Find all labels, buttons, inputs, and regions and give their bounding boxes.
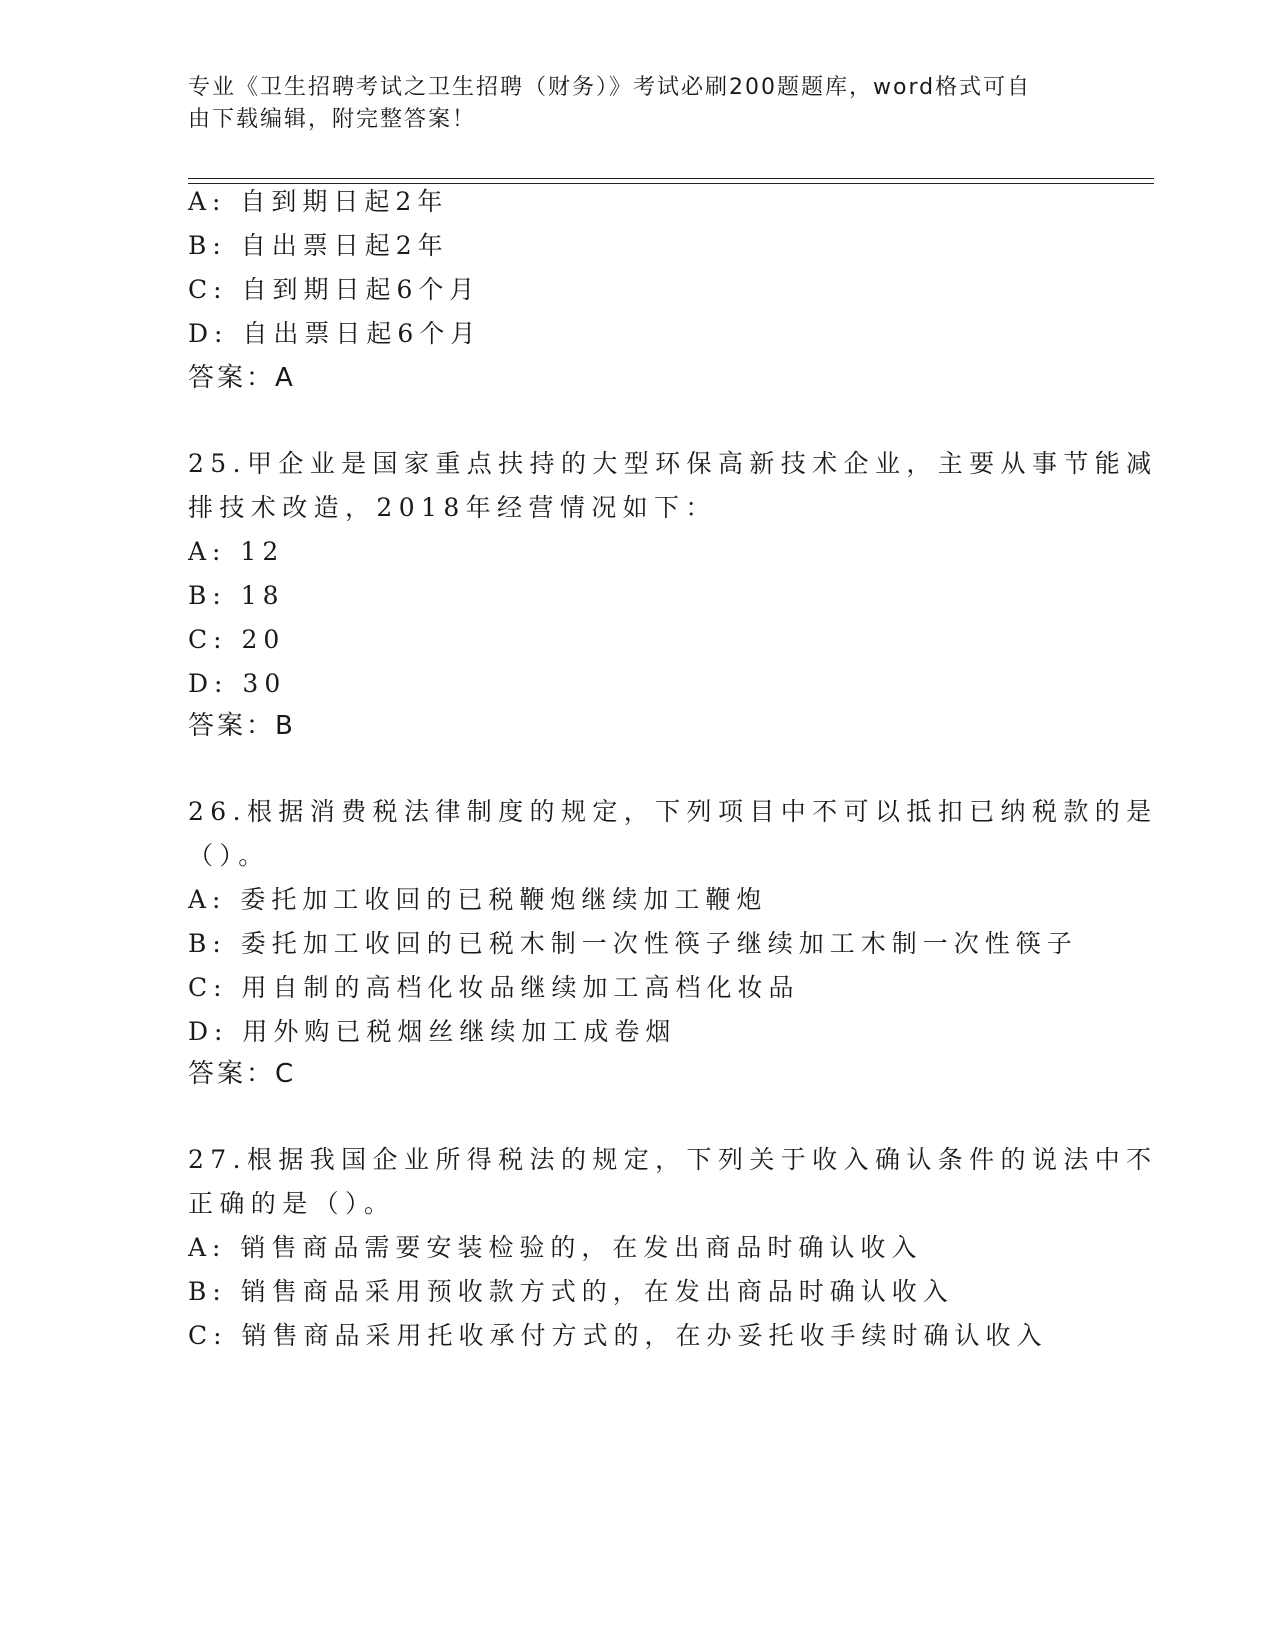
q26-option-c: C: 用自制的高档化妆品继续加工高档化妆品 bbox=[188, 973, 800, 1002]
q27-option-b: B: 销售商品采用预收款方式的，在发出商品时确认收入 bbox=[188, 1277, 954, 1306]
q26-stem-line-1: 26.根据消费税法律制度的规定，下列项目中不可以抵扣已纳税款的是 bbox=[188, 797, 1158, 826]
q25-stem-line-1: 25.甲企业是国家重点扶持的大型环保高新技术企业，主要从事节能减 bbox=[188, 449, 1158, 478]
q27-option-a: A: 销售商品需要安装检验的，在发出商品时确认收入 bbox=[188, 1233, 923, 1262]
header-line-2: 由下载编辑，附完整答案！ bbox=[188, 107, 477, 132]
q24-option-c: C: 自到期日起6个月 bbox=[188, 275, 481, 304]
q25-option-a: A: 12 bbox=[188, 537, 285, 566]
q26-option-a: A: 委托加工收回的已税鞭炮继续加工鞭炮 bbox=[188, 885, 768, 914]
q27-stem-line-1: 27.根据我国企业所得税法的规定，下列关于收入确认条件的说法中不 bbox=[188, 1145, 1158, 1174]
document-header bbox=[188, 72, 1068, 136]
q25-option-c: C: 20 bbox=[188, 625, 286, 654]
q25-answer: 答案：B bbox=[188, 711, 296, 741]
q24-option-b: B: 自出票日起2年 bbox=[188, 231, 449, 260]
q26-option-b: B: 委托加工收回的已税木制一次性筷子继续加工木制一次性筷子 bbox=[188, 929, 1078, 958]
header-line-1: 专业《卫生招聘考试之卫生招聘（财务）》考试必刷200题题库，word格式可自 bbox=[188, 75, 1032, 100]
q25-stem-line-2: 排技术改造，2018年经营情况如下： bbox=[188, 493, 717, 522]
q25-option-d: D: 30 bbox=[188, 669, 287, 698]
q24-answer: 答案：A bbox=[188, 363, 296, 393]
q25-option-b: B: 18 bbox=[188, 581, 285, 610]
q26-stem-line-2: （）。 bbox=[188, 841, 270, 870]
q26-answer: 答案：C bbox=[188, 1059, 297, 1089]
q26-option-d: D: 用外购已税烟丝继续加工成卷烟 bbox=[188, 1017, 677, 1046]
q24-option-d: D: 自出票日起6个月 bbox=[188, 319, 482, 348]
q27-option-c: C: 销售商品采用托收承付方式的，在办妥托收手续时确认收入 bbox=[188, 1321, 1048, 1350]
header-divider-top bbox=[188, 178, 1154, 179]
q27-stem-line-2: 正确的是（）。 bbox=[188, 1189, 396, 1218]
q24-option-a: A: 自到期日起2年 bbox=[188, 187, 449, 216]
